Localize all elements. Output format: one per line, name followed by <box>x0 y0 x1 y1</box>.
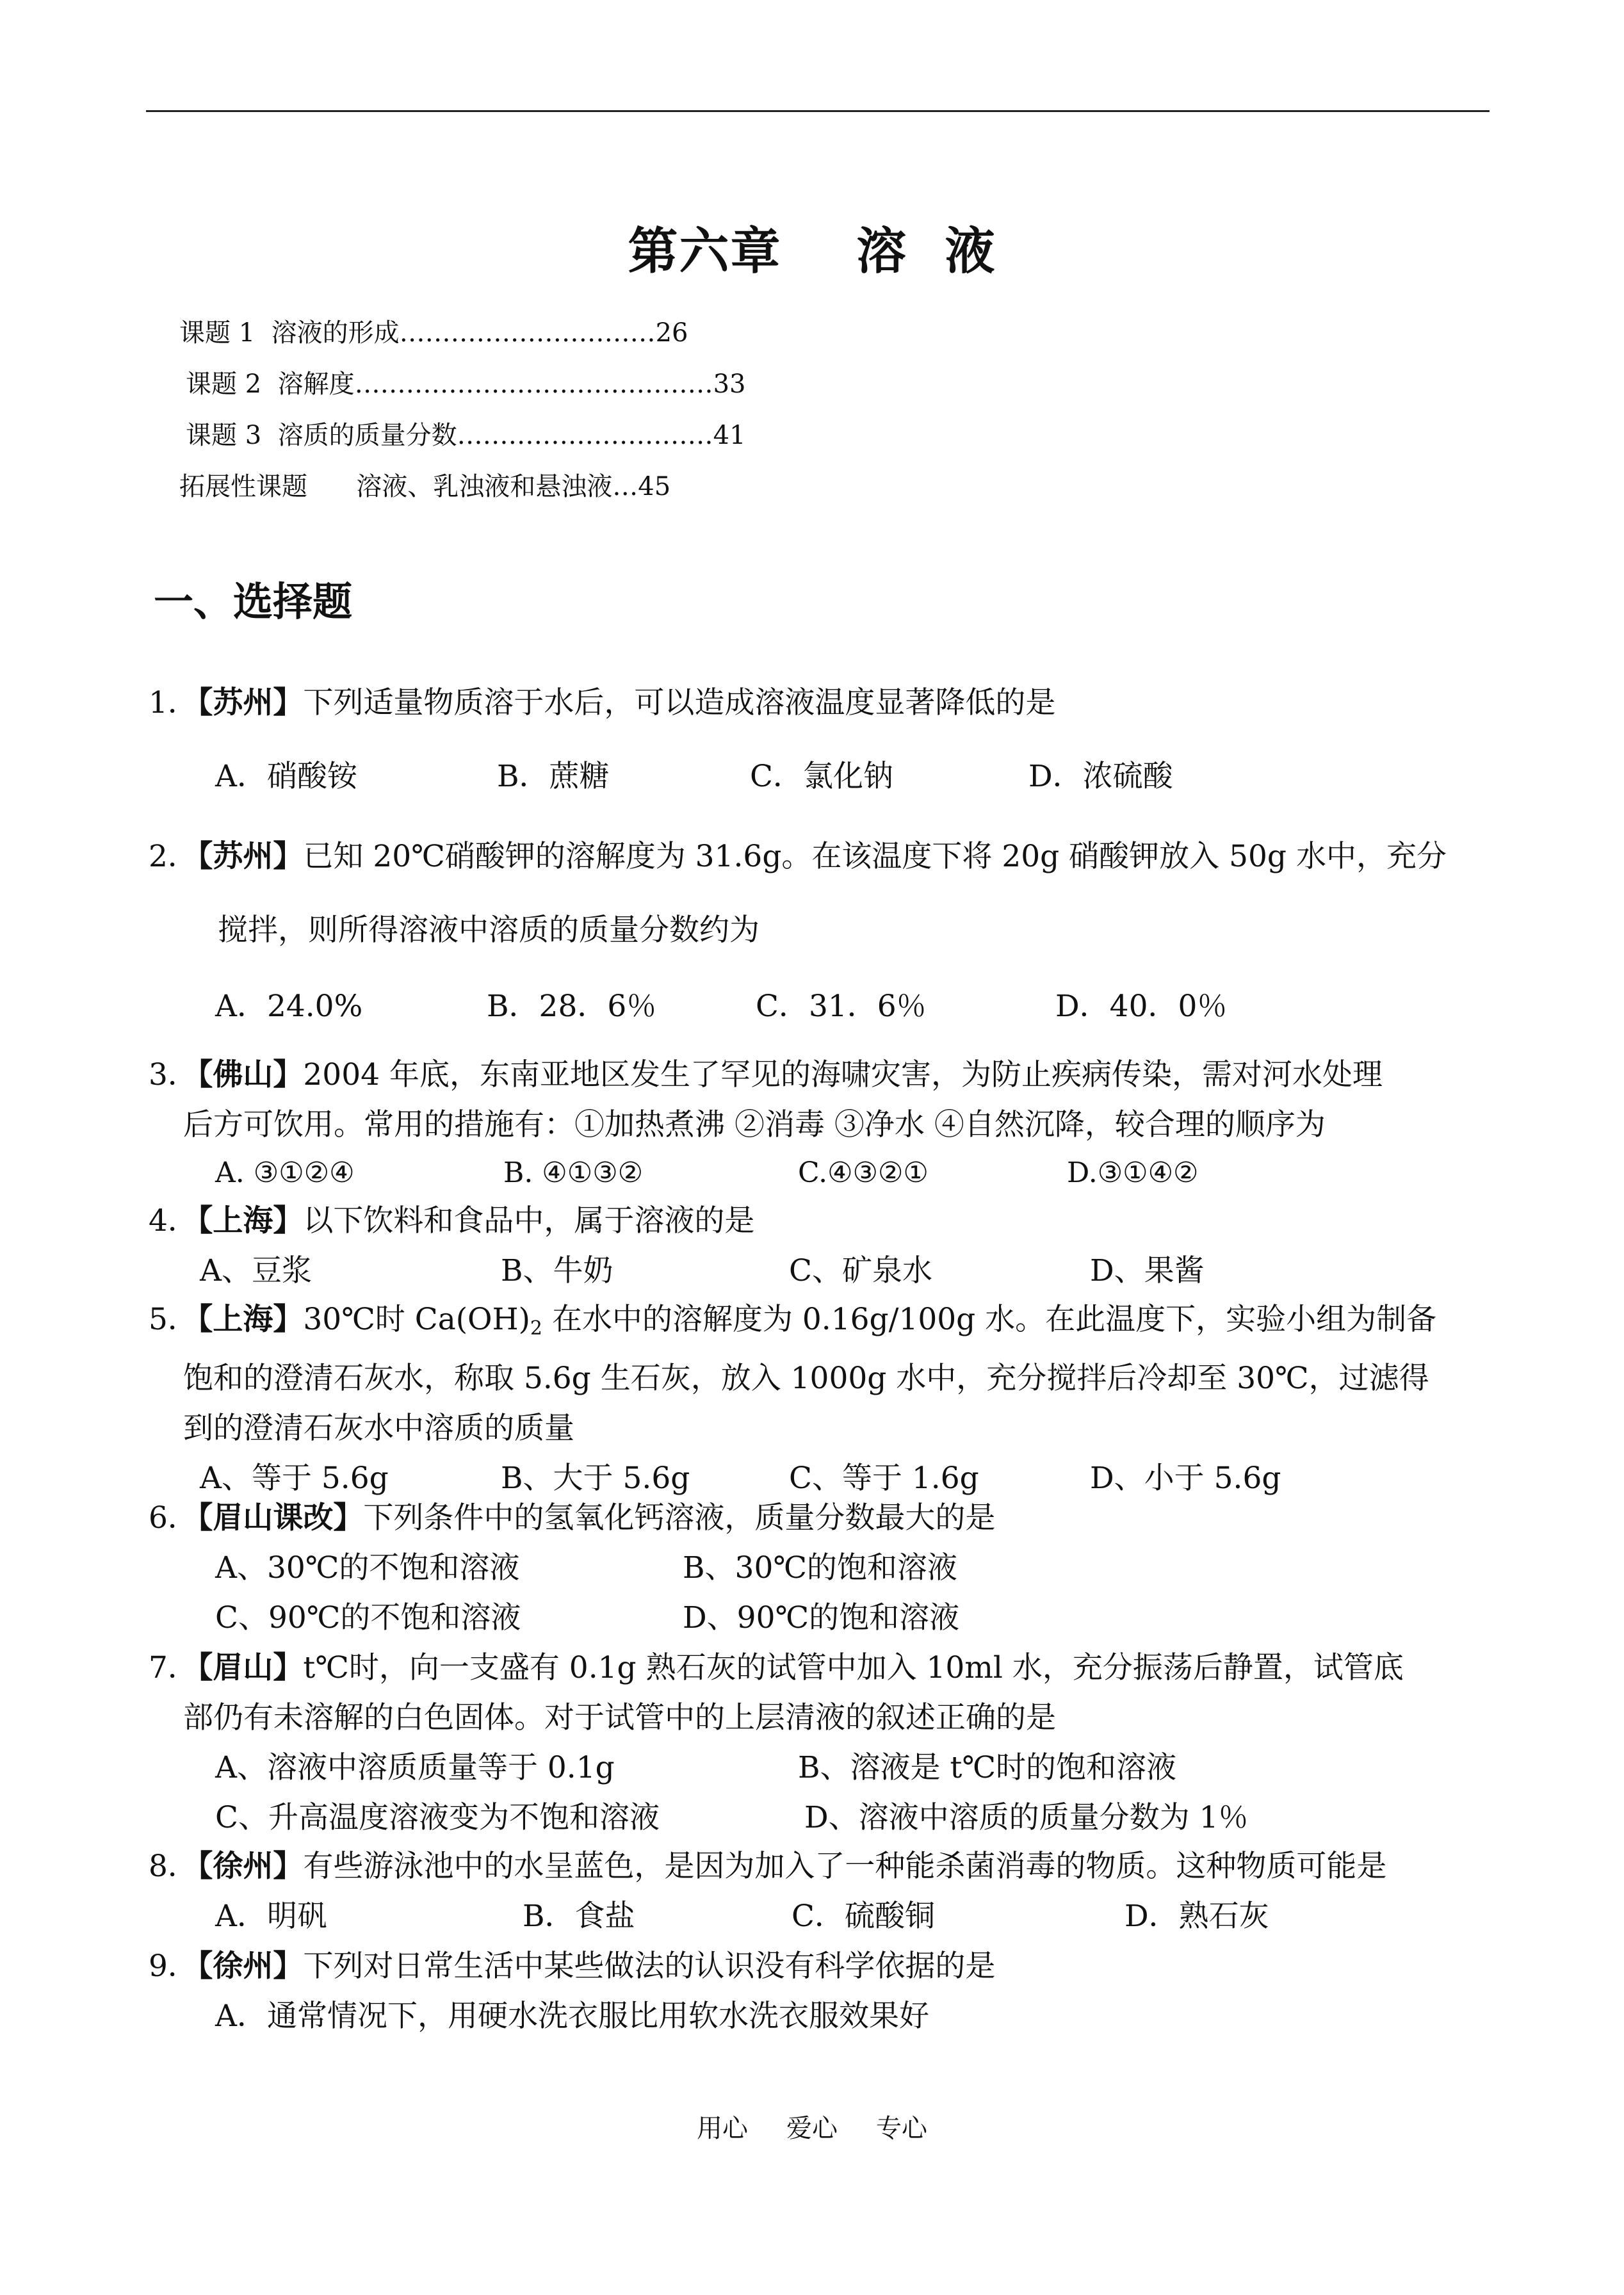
option-c[interactable]: C、升高温度溶液变为不饱和溶液 <box>215 1800 660 1835</box>
options <box>149 1743 1493 1793</box>
option-b[interactable]: B．蔗糖 <box>497 759 610 794</box>
option-c[interactable]: C.④③②① <box>798 1156 929 1189</box>
source-tag: 【徐州】 <box>197 1949 304 1984</box>
question-number: 9． <box>149 1949 198 1984</box>
options <box>149 982 1493 1025</box>
source-tag: 【苏州】 <box>197 839 304 874</box>
toc-row[interactable] <box>186 410 746 461</box>
option-b[interactable]: B、30℃的饱和溶液 <box>683 1550 957 1585</box>
options <box>149 1150 1493 1196</box>
question-5 <box>149 1295 1493 1504</box>
question-7 <box>149 1643 1493 1843</box>
question-text-continued: 饱和的澄清石灰水，称取 5.6g 生石灰，放入 1000g 水中，充分搅拌后冷却至 30℃，过滤得 <box>183 1361 1429 1396</box>
footer-word: 用心 <box>697 2114 748 2143</box>
question-number: 2． <box>149 839 198 874</box>
option-c[interactable]: C、矿泉水 <box>789 1253 932 1288</box>
option-c[interactable]: C．31．6％ <box>756 989 927 1024</box>
option-b[interactable]: B、大于 5.6g <box>501 1461 690 1496</box>
toc-page: 33 <box>713 369 746 399</box>
question-text-continued: 部仍有未溶解的白色固体。对于试管中的上层清液的叙述正确的是 <box>183 1700 1056 1735</box>
option-b[interactable]: B、牛奶 <box>501 1253 613 1288</box>
top-rule <box>146 110 1490 112</box>
question-9 <box>149 1942 1493 2041</box>
source-tag: 【眉山】 <box>197 1650 304 1685</box>
option-a[interactable]: A．通常情况下，用硬水洗衣服比用软水洗衣服效果好 <box>215 1999 929 2034</box>
question-number: 4． <box>149 1203 198 1238</box>
toc-page: 45 <box>638 472 671 501</box>
options <box>149 1246 1493 1296</box>
options <box>149 1892 1493 1942</box>
question-number: 8． <box>149 1849 198 1884</box>
option-d[interactable]: D、小于 5.6g <box>1090 1461 1281 1496</box>
toc-label: 课题 2 溶解度 <box>186 369 355 399</box>
footer-word: 爱心 <box>786 2114 838 2143</box>
footer-word: 专心 <box>876 2114 927 2143</box>
question-6 <box>149 1493 1493 1643</box>
options <box>149 1543 1493 1593</box>
option-c[interactable]: C、等于 1.6g <box>789 1461 979 1496</box>
option-b[interactable]: B. ④①③② <box>503 1156 644 1189</box>
option-a[interactable]: A、溶液中溶质质量等于 0.1g <box>215 1750 615 1785</box>
question-text: 2004 年底，东南亚地区发生了罕见的海啸灾害，为防止疾病传染，需对河水处理 <box>303 1057 1383 1092</box>
section-heading: 一、选择题 <box>154 578 353 625</box>
source-tag: 【上海】 <box>197 1302 304 1337</box>
question-number: 6． <box>149 1500 198 1536</box>
option-c[interactable]: C、90℃的不饱和溶液 <box>215 1600 521 1635</box>
toc-label: 拓展性课题 溶液、乳浊液和悬浊液 <box>179 472 613 501</box>
source-tag: 【上海】 <box>197 1203 304 1238</box>
option-b[interactable]: B．28．6％ <box>487 989 657 1024</box>
option-c[interactable]: C．硫酸铜 <box>792 1899 935 1934</box>
toc-dots: ………………………… <box>457 421 713 450</box>
chapter-title: 第六章 溶 液 <box>628 223 996 280</box>
question-8 <box>149 1842 1493 1942</box>
option-d[interactable]: D．熟石灰 <box>1125 1899 1269 1934</box>
option-c[interactable]: C．氯化钠 <box>750 759 893 794</box>
option-b[interactable]: B．食盐 <box>523 1899 635 1934</box>
table-of-contents <box>179 307 746 512</box>
toc-label: 课题 1 溶液的形成 <box>179 318 400 348</box>
question-text: 下列条件中的氢氧化钙溶液，质量分数最大的是 <box>363 1500 996 1536</box>
toc-row[interactable] <box>186 359 746 410</box>
question-number: 7． <box>149 1650 198 1685</box>
toc-dots: …………………………………… <box>354 369 713 399</box>
source-tag: 【苏州】 <box>197 685 304 720</box>
subscript: 2 <box>530 1317 542 1340</box>
question-text: 有些游泳池中的水呈蓝色，是因为加入了一种能杀菌消毒的物质。这种物质可能是 <box>303 1849 1387 1884</box>
options <box>149 1793 1493 1843</box>
question-4 <box>149 1196 1493 1296</box>
toc-dots: ………………………… <box>399 318 656 348</box>
question-number: 1． <box>149 685 198 720</box>
option-d[interactable]: D、90℃的饱和溶液 <box>683 1600 960 1635</box>
source-tag: 【佛山】 <box>197 1057 304 1092</box>
option-d[interactable]: D.③①④② <box>1067 1156 1199 1189</box>
option-a[interactable]: A、豆浆 <box>200 1253 312 1288</box>
question-1 <box>149 679 1493 795</box>
page-footer <box>0 2108 1624 2145</box>
option-a[interactable]: A．硝酸铵 <box>215 759 357 794</box>
options <box>149 1991 1493 2041</box>
question-text: t℃时，向一支盛有 0.1g 熟石灰的试管中加入 10ml 水，充分振荡后静置，试管底 <box>303 1650 1404 1685</box>
question-number: 5． <box>149 1302 198 1337</box>
question-text: 在水中的溶解度为 0.16g/100g 水。在此温度下，实验小组为制备 <box>542 1302 1437 1337</box>
question-text: 下列适量物质溶于水后，可以造成溶液温度显著降低的是 <box>303 685 1056 720</box>
option-b[interactable]: B、溶液是 t℃时的饱和溶液 <box>798 1750 1176 1785</box>
option-d[interactable]: D、溶液中溶质的质量分数为 1％ <box>804 1800 1249 1835</box>
option-a[interactable]: A、等于 5.6g <box>200 1461 389 1496</box>
question-number: 3． <box>149 1057 198 1092</box>
options <box>149 752 1493 795</box>
question-2 <box>149 832 1493 1025</box>
option-d[interactable]: D．40．0％ <box>1055 989 1228 1024</box>
option-a[interactable]: A．明矾 <box>215 1899 327 1934</box>
option-d[interactable]: D、果酱 <box>1090 1253 1205 1288</box>
toc-page: 41 <box>713 421 746 450</box>
option-d[interactable]: D．浓硫酸 <box>1028 759 1173 794</box>
question-text: 下列对日常生活中某些做法的认识没有科学依据的是 <box>303 1949 996 1984</box>
question-3 <box>149 1050 1493 1196</box>
source-tag: 【眉山课改】 <box>197 1500 364 1536</box>
toc-label: 课题 3 溶质的质量分数 <box>186 421 457 450</box>
option-a[interactable]: A、30℃的不饱和溶液 <box>215 1550 520 1585</box>
option-a[interactable]: A．24.0% <box>215 989 363 1024</box>
question-text: 已知 20℃硝酸钾的溶解度为 31.6g。在该温度下将 20g 硝酸钾放入 50g 水中，充分 <box>303 839 1447 874</box>
option-a[interactable]: A. ③①②④ <box>215 1156 355 1189</box>
question-text-continued: 搅拌，则所得溶液中溶质的质量分数约为 <box>218 912 759 948</box>
toc-row[interactable] <box>179 461 746 512</box>
question-text-continued: 后方可饮用。常用的措施有：①加热煮沸 ②消毒 ③净水 ④自然沉降，较合理的顺序为 <box>183 1107 1326 1142</box>
toc-page: 26 <box>655 318 688 348</box>
options <box>149 1593 1493 1643</box>
source-tag: 【徐州】 <box>197 1849 304 1884</box>
toc-row[interactable] <box>179 307 746 359</box>
question-text: 30℃时 Ca(OH) <box>303 1302 530 1337</box>
toc-dots: … <box>612 472 638 501</box>
question-text: 以下饮料和食品中，属于溶液的是 <box>303 1203 755 1238</box>
question-text-continued: 到的澄清石灰水中溶质的质量 <box>183 1411 574 1446</box>
